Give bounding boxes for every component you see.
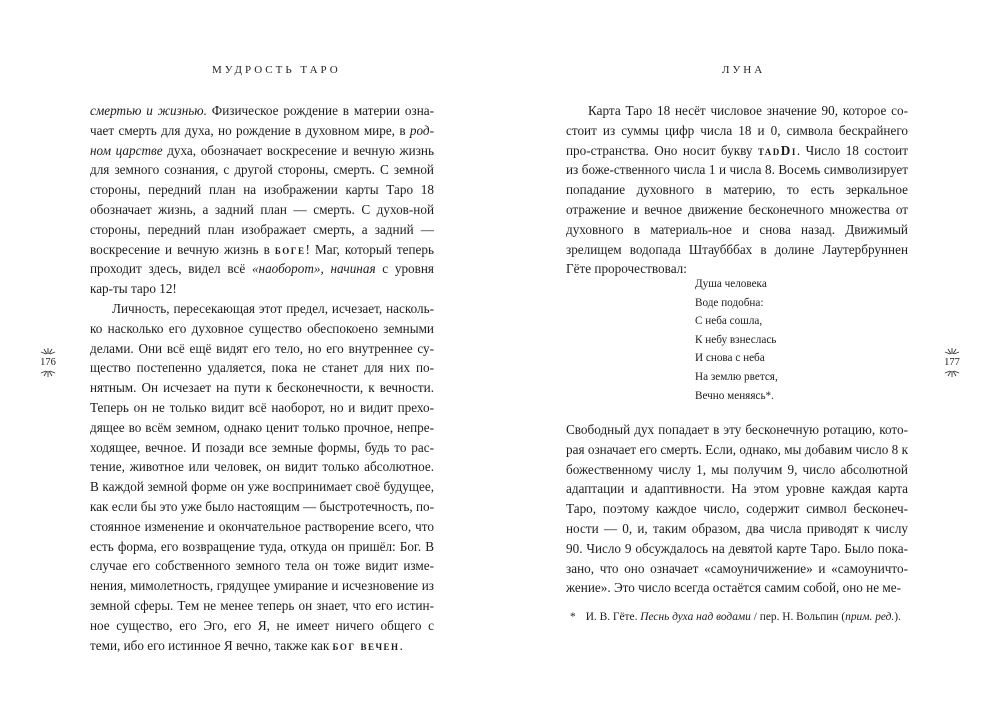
italic-phrase: род-ном царстве <box>90 122 434 158</box>
small-caps-word: tadDi <box>757 142 797 158</box>
italic-phrase: прим. ред. <box>845 611 895 623</box>
text-run: . Число 18 состоит из боже-ственного числа 1 и числа 8. Восемь символизирует попадание духовного в материю, то есть зеркальное отражение и вечное движение бесконечного множества от духовного в материаль-ное и снова назад. Движимый зрелищем водопада Штаубббах в долине Лаутербруннен Гёте пророчествовал: <box>566 142 908 277</box>
footnote-mark: * <box>570 611 576 623</box>
small-caps-word: бог вечен <box>332 637 400 653</box>
ornament-bottom-icon <box>944 370 960 377</box>
small-caps-word: боге <box>274 241 306 257</box>
italic-phrase: смертью и жизнью. <box>90 103 207 118</box>
right-paragraph-2: Свободный дух попадает в эту бесконечную ротацию, кото-рая означает его смерть. Если, однако, мы добавим число 8 к божественному числу 1, мы получим 9, число абсолютной адаптации и адаптивности. На этом уровне каждая карта Таро, поэтому каждое число, содержит символ бесконеч-ности — 0, и, таким образом, два числа приводят к числу 90. Число 9 обсуждалось на девятой карте Таро. Было пока-зано, что оно означает «самоуничижение» и «самоуничто-жение». Это число всегда остаётся самим собой, оно не ме- <box>566 422 908 596</box>
text-run: Физическое рождение в материи озна-чает смерть для духа, но рождение в духовном мире, в <box>90 103 435 138</box>
text-run: Карта Таро 18 несёт числовое значение 90, которое со-стоит из суммы цифр числа 18 и 0, символа бескрайнего про-странства. Оно носит букву <box>566 103 908 158</box>
text-run: / пер. Н. Вольпин ( <box>750 611 846 623</box>
running-head-left: МУДРОСТЬ ТАРО <box>212 64 341 76</box>
page-number-left <box>36 348 60 377</box>
poem-line: К небу взнеслась <box>695 333 777 346</box>
page-number-left-text: 176 <box>40 357 56 368</box>
poem-line: Вечно меняясь*. <box>695 389 774 402</box>
right-page <box>500 0 1000 707</box>
ornament-top-icon <box>944 348 960 355</box>
poem-line: И снова с неба <box>695 352 765 365</box>
left-paragraph-2 <box>90 299 434 655</box>
italic-phrase: «наоборот», начиная <box>251 261 376 277</box>
page-number-right-text: 177 <box>944 357 960 368</box>
text-run: И. В. Гёте. <box>585 611 641 623</box>
text-run: . <box>399 637 403 653</box>
page-number-right <box>940 348 964 377</box>
right-body-text-2 <box>566 420 908 598</box>
left-body-text <box>90 101 434 655</box>
left-paragraph-1 <box>90 101 434 299</box>
running-head-right: ЛУНА <box>722 64 766 76</box>
right-paragraph-1 <box>566 101 908 279</box>
poem-quote <box>695 275 778 405</box>
text-run: ! Маг, который теперь проходит здесь, видел всё <box>90 241 434 277</box>
ornament-top-icon <box>40 348 56 355</box>
text-run: духа, обозначает воскресение и вечную жизнь для земного сознания, с другой стороны, смерть. С земной стороны, передний план на изображении карты Таро 18 обозначает жизнь, а задний план — смерть. С духов-ной стороны, передний план изображает смерть, а задний — воскресение и вечную жизнь в <box>90 142 434 257</box>
ornament-bottom-icon <box>40 370 56 377</box>
right-body-text-1 <box>566 101 908 279</box>
footnote <box>570 609 930 625</box>
text-run: с уровня кар-ты таро 12! <box>90 261 434 297</box>
italic-phrase: Песнь духа над водами <box>640 611 751 623</box>
text-run: Личность, пересекающая этот предел, исчезает, насколь-ко насколько его духовное существо обеспокоено земными делами. Они всё ещё видят его тело, но его внутреннее су-щество постепенно удаляется, пока не станет для них по-нятным. Он исчезает на пути к бесконечности, к вечности. Теперь он не только видит всё наоборот, но и видит прехо-дящее во всём земном, однако ценит только прочное, непре-ходящее, вечное. И позади все земные формы, будь то рас-тение, животное или человек, он видит только абсолютное. В каждой земной форме он уже воспринимает своё будущее, как если бы это уже было настоящим — быстротечность, по-стоянное изменение и окончательное растворение всего, что есть форма, его возвращение туда, откуда он пришёл: Бог. В случае его собственного земного тела он тоже видит изме-нения, мимолетность, грядущее умирание и исчезновение из земной сферы. Тем не менее теперь он знает, что его истин-ное существо, его Эго, его Я, не имеет ничего общего с теми, ибо его истинное Я вечно, также как <box>90 300 434 653</box>
poem-line: На землю рвется, <box>695 370 778 383</box>
poem-line: Воде подобна: <box>695 296 764 309</box>
poem-line: Душа человека <box>695 278 767 290</box>
poem-line: С неба сошла, <box>695 315 763 328</box>
text-run: ). <box>894 611 901 623</box>
